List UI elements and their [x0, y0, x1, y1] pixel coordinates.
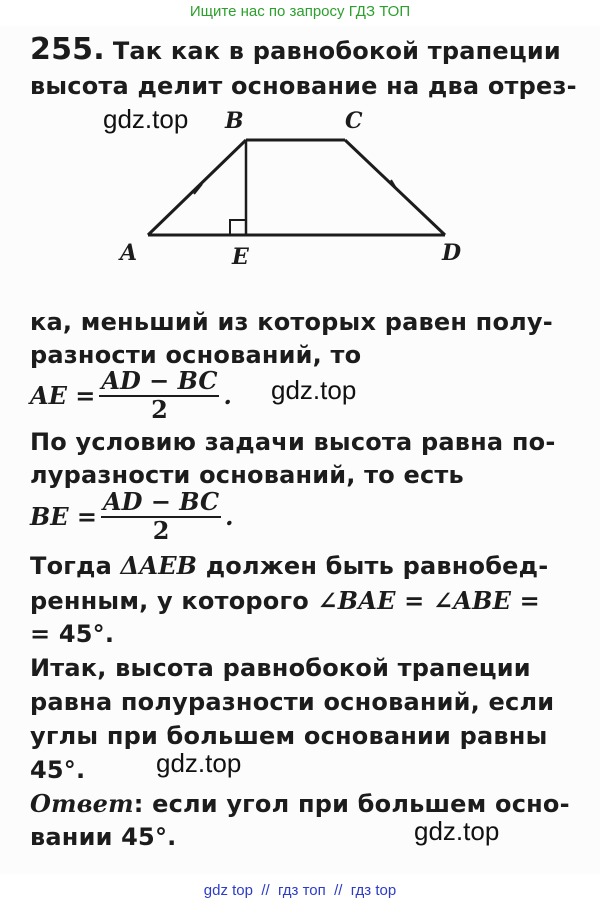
problem-number: 255. [30, 32, 105, 67]
problem-line-1: 255. Так как в равнобокой трапеции [30, 32, 561, 67]
problem-line-15: 45°. [30, 756, 86, 784]
formula-AE-denominator: 2 [151, 395, 168, 424]
problem-line-6: По условию задачи высота равна по- [30, 428, 556, 456]
formula-BE-denominator: 2 [152, 516, 170, 545]
answer-label: Ответ [30, 789, 134, 818]
trapezoid-figure [0, 108, 600, 288]
problem-line-10: ренным, у которого ∠BAE = ∠ABE = [30, 586, 540, 615]
answer-line-1: Ответ: если угол при большем осно- [30, 789, 570, 818]
formula-AE-numerator: AD − BC [101, 366, 218, 395]
problem-line-9: Тогда ΔAEB должен быть равнобед- [30, 551, 549, 580]
label-C: C [345, 108, 363, 134]
formula-AE: AE = $\frac{AD - BC}{2}$ . [30, 366, 232, 424]
watermark: gdz.top [156, 748, 242, 778]
top-banner: Ищите нас по запросу ГДЗ ТОП [189, 3, 411, 20]
formula-BE-numerator: AD − BC [103, 487, 220, 516]
watermark: gdz.top [414, 816, 500, 846]
problem-line-2: высота делит основание на два отрез- [30, 72, 577, 100]
problem-line-3: ка, меньший из которых равен полу- [30, 308, 553, 336]
problem-line-12: Итак, высота равнобокой трапеции [30, 654, 531, 682]
problem-line-14: углы при большем основании равны [30, 722, 548, 750]
label-D: D [442, 240, 462, 266]
textbook-page [0, 26, 600, 874]
formula-BE: BE = $\frac{AD - BC}{2}$ . [30, 487, 234, 545]
problem-line-11: = 45°. [30, 620, 115, 648]
label-B: B [225, 108, 244, 134]
watermark: gdz.top [271, 375, 357, 405]
watermark: gdz.top [103, 104, 189, 134]
right-angle-mark [230, 220, 246, 235]
problem-line-13: равна полуразности оснований, если [30, 688, 555, 716]
label-E: E [232, 244, 249, 270]
problem-line-7: луразности оснований, то есть [30, 461, 464, 489]
problem-line-4: разности оснований, то [30, 341, 362, 369]
footer-links: gdz top // гдз топ // гдз top [203, 882, 397, 899]
answer-line-2: вании 45°. [30, 823, 177, 851]
label-A: A [120, 240, 138, 266]
